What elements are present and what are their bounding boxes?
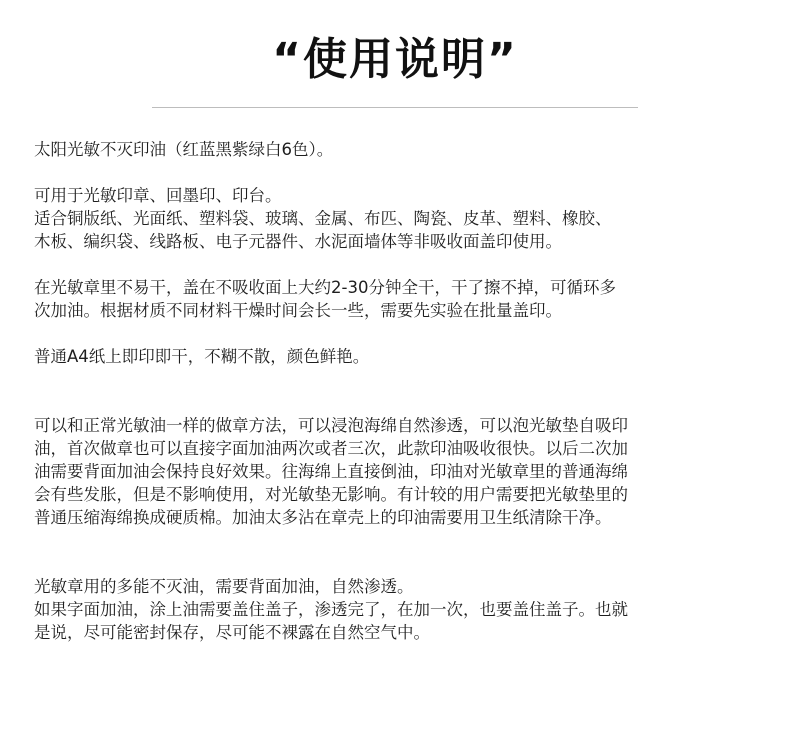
paragraph-stamp-making [34,414,764,529]
text-line: 如果字面加油，涂上油需要盖住盖子，渗透完了，在加一次，也要盖住盖子。也就 [34,600,628,619]
paragraph-a4-paper [34,345,764,368]
page-title: “使用说明” [272,34,518,85]
text-line: 普通A4纸上即印即干，不糊不散，颜色鲜艳。 [34,347,370,366]
text-line: 油，首次做章也可以直接字面加油两次或者三次，此款印油吸收很快。以后二次加 [34,439,628,458]
paragraph-drying-time [34,276,764,322]
instructions-body [34,138,764,644]
paragraph-refill-method [34,575,764,644]
text-line: 木板、编织袋、线路板、电子元器件、水泥面墙体等非吸收面盖印使用。 [34,232,562,251]
text-line: 太阳光敏不灭印油（红蓝黑紫绿白6色）。 [34,140,334,159]
text-line: 普通压缩海绵换成硬质棉。加油太多沾在章壳上的印油需要用卫生纸清除干净。 [34,508,612,527]
text-line: 在光敏章里不易干，盖在不吸收面上大约2-30分钟全干，干了擦不掉，可循环多 [34,278,616,297]
text-line: 次加油。根据材质不同材料干燥时间会长一些，需要先实验在批量盖印。 [34,301,562,320]
title-divider [152,107,638,108]
text-line: 可以和正常光敏油一样的做章方法，可以浸泡海绵自然渗透，可以泡光敏垫自吸印 [34,416,628,435]
paragraph-ink-colors [34,138,764,161]
paragraph-applicable-surfaces [34,184,764,253]
text-line: 光敏章用的多能不灭油，需要背面加油，自然渗透。 [34,577,414,596]
text-line: 会有些发胀，但是不影响使用，对光敏垫无影响。有计较的用户需要把光敏垫里的 [34,485,628,504]
text-line: 可用于光敏印章、回墨印、印台。 [34,186,282,205]
text-line: 油需要背面加油会保持良好效果。往海绵上直接倒油，印油对光敏章里的普通海绵 [34,462,628,481]
text-line: 是说，尽可能密封保存，尽可能不裸露在自然空气中。 [34,623,430,642]
text-line: 适合铜版纸、光面纸、塑料袋、玻璃、金属、布匹、陶瓷、皮革、塑料、橡胶、 [34,209,612,228]
